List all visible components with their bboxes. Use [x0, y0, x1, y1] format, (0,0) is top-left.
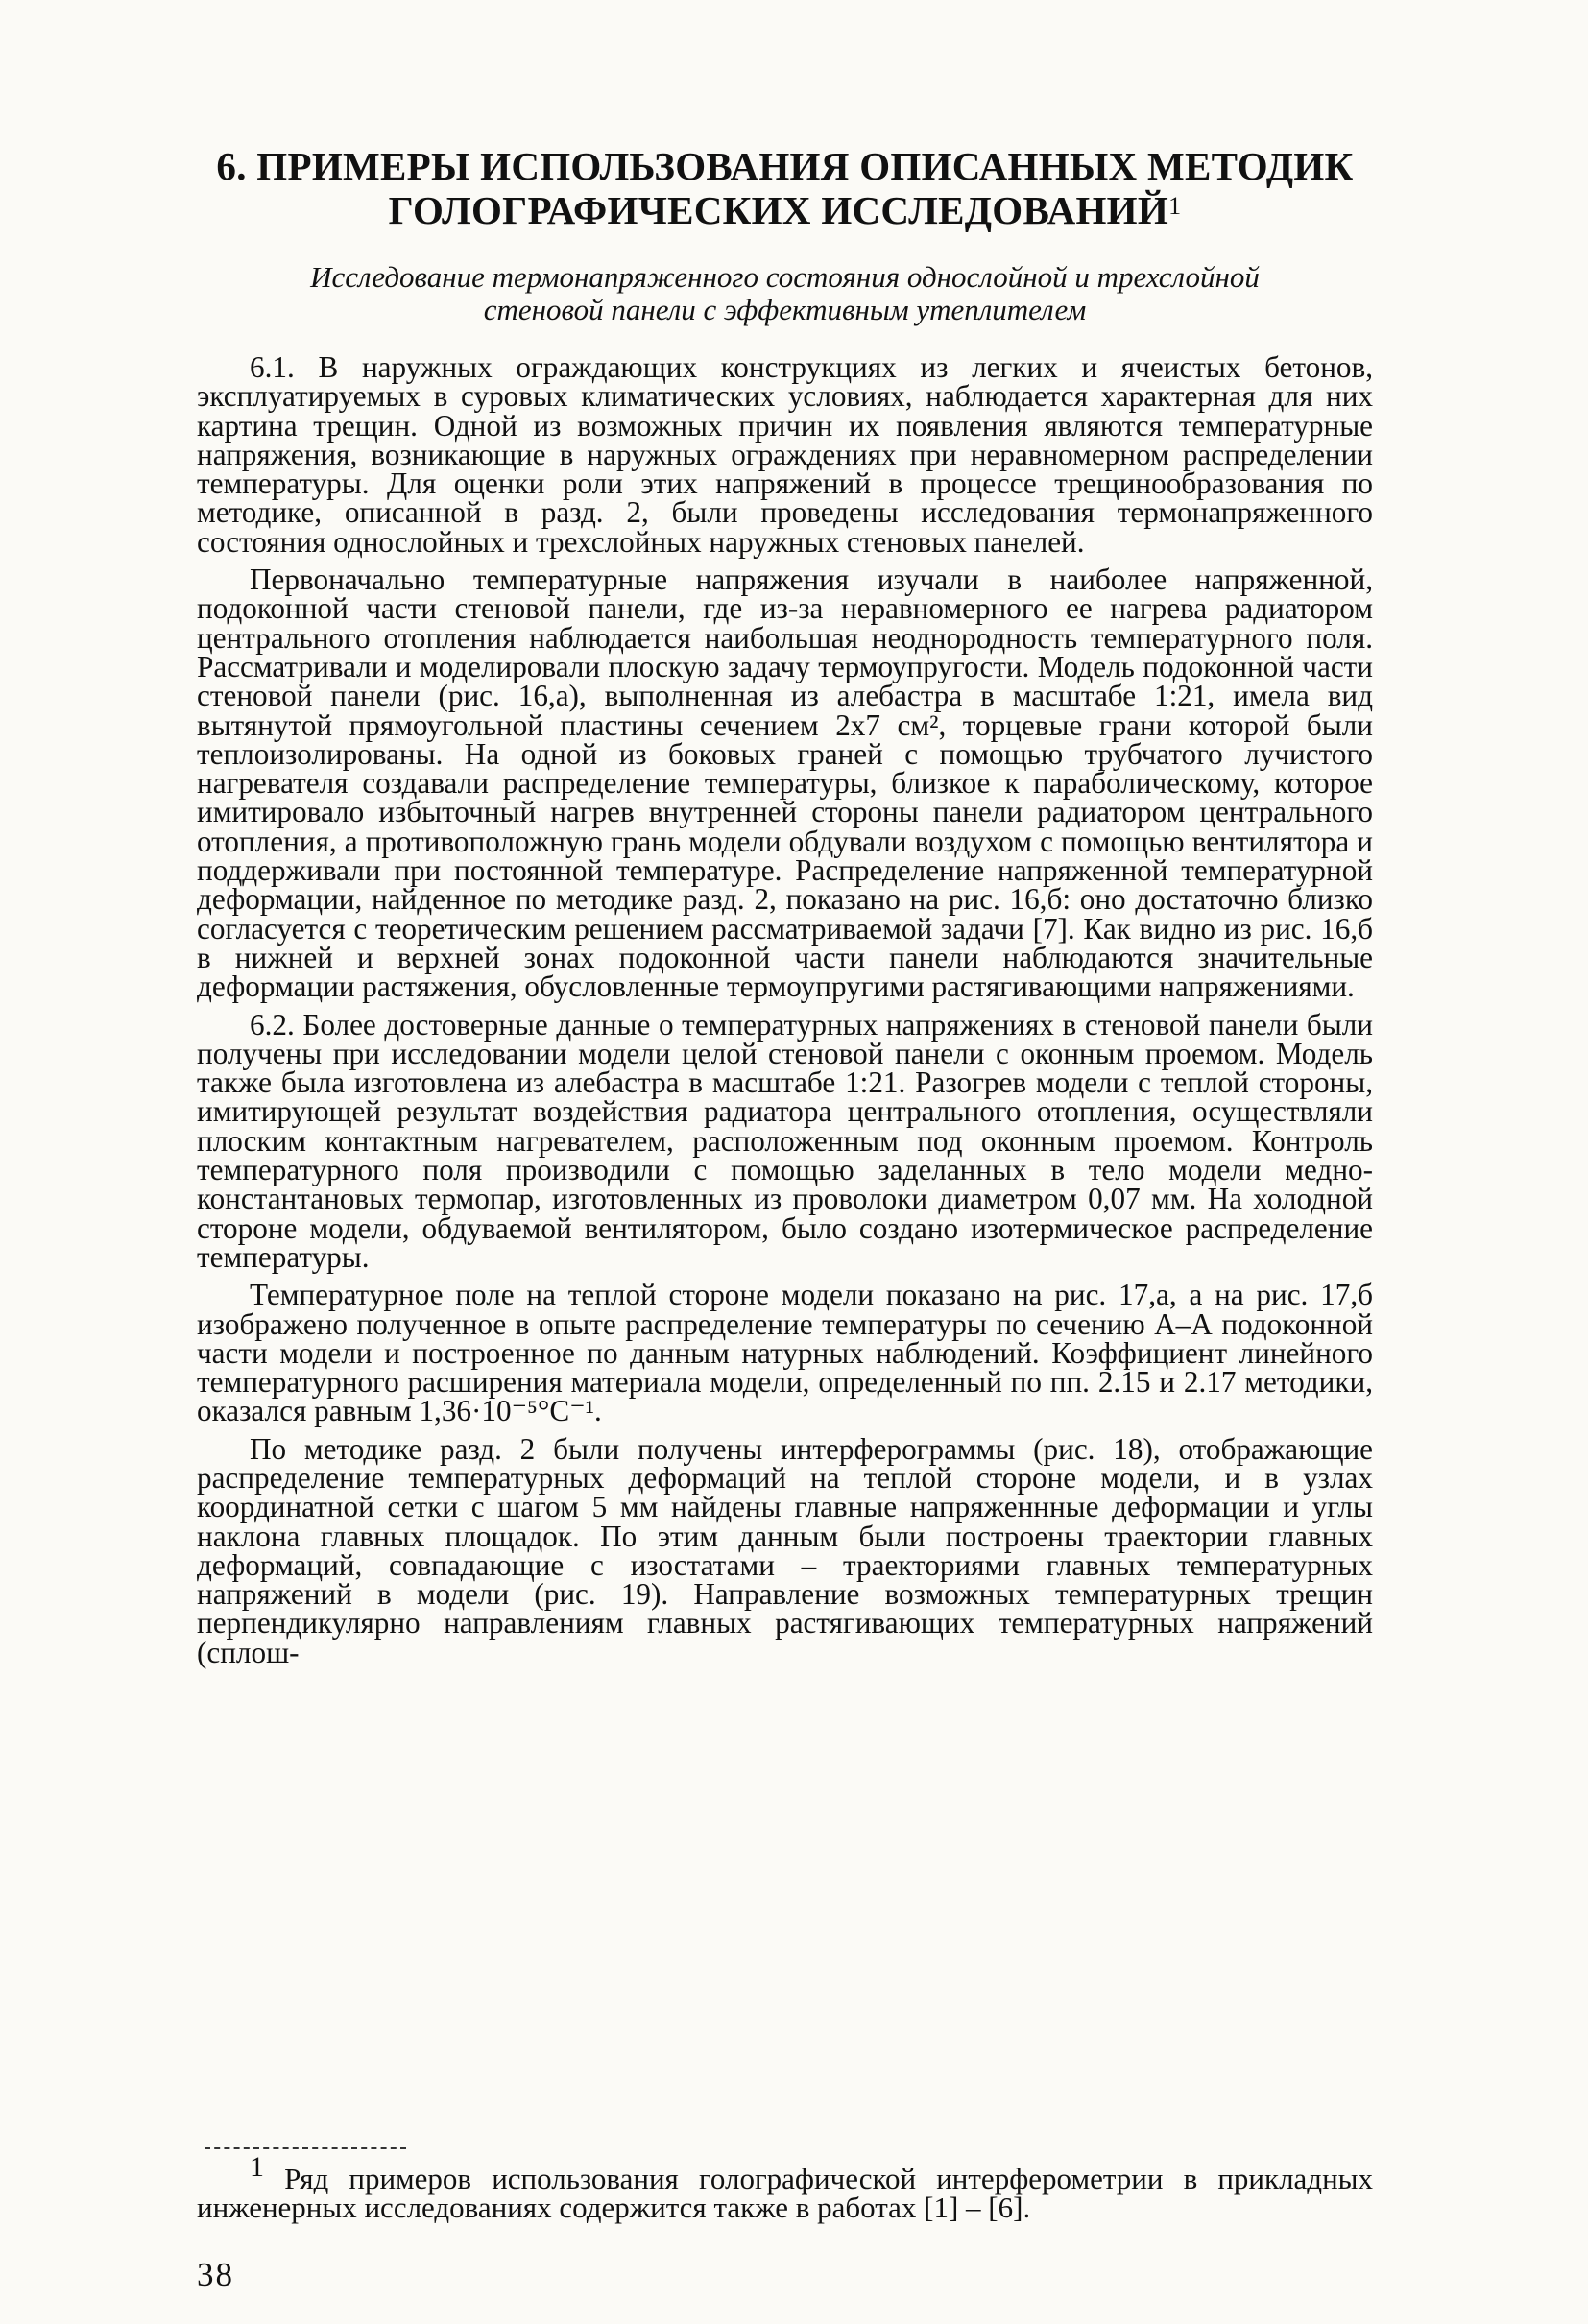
section-title: [197, 144, 1373, 232]
footnote: [197, 2151, 1373, 2224]
title-line-2: [197, 188, 1373, 232]
footnote-separator: [205, 2147, 406, 2149]
paragraph-interferograms: По методике разд. 2 были получены интерферограммы (рис. 18), отображающие распределение температурных деформаций на теплой стороне модели, и в узлах координатной сетки с шагом 5 мм найдены главные напряженнные деформации и углы наклона главных площадок. По этим данным были построены траектории главных деформаций, совпадающие с изостатами – траекториями главных температурных напряжений в модели (рис. 19). Направление возможных температурных трещин перпендикулярно направлениям главных растягивающих температурных напряжений (сплош-: [197, 1431, 1373, 1669]
footnote-mark: 1: [250, 2151, 264, 2183]
paragraph-temperature-field: Температурное поле на теплой стороне модели показано на рис. 17,а, а на рис. 17,б изображено полученное в опыте распределение температуры по сечению А–А подоконной части модели и построенное по данным натурных наблюдений. Коэффициент линейного температурного расширения материала модели, определенный по пп. 2.15 и 2.17 методики, оказался равным 1,36·10⁻⁵°С⁻¹.: [197, 1278, 1373, 1428]
title-line-1: 6. ПРИМЕРЫ ИСПОЛЬЗОВАНИЯ ОПИСАННЫХ МЕТОДИК: [216, 144, 1354, 188]
footnote-text: Ряд примеров использования голографической интерферометрии в прикладных инженерных исследованиях содержится также в работах [1] – [6].: [197, 2162, 1373, 2224]
paragraph-6-1: 6.1. В наружных ограждающих конструкциях из легких и ячеистых бетонов, эксплуатируемых в суровых климатических условиях, наблюдается характерная для них картина трещин. Одной из возможных причин их появления являются температурные напряжения, возникающие в наружных ограждениях при неравномерном распределении температуры. Для оценки роли этих напряжений в процессе трещинообразования по методике, описанной в разд. 2, были проведены исследования термонапряженного состояния однослойных и трехслойных наружных стеновых панелей.: [197, 350, 1373, 559]
section-subtitle: [197, 261, 1373, 326]
body-text: [197, 350, 1373, 1676]
footnote-paragraph: [197, 2151, 1373, 2224]
paragraph-6-2: 6.2. Более достоверные данные о температурных напряжениях в стеновой панели были получены при исследовании модели целой стеновой панели с оконным проемом. Модель также была изготовлена из алебастра в масштабе 1:21. Разогрев модели с теплой стороны, имитирующей результат воздействия радиатора центрального отопления, осуществляли плоским контактным нагревателем, расположенным под оконным проемом. Контроль температурного поля производили с помощью заделанных в тело модели медно-константановых термопар, изготовленных из проволоки диаметром 0,07 мм. На холодной стороне модели, обдуваемой вентилятором, было создано изотермическое распределение температуры.: [197, 1007, 1373, 1274]
subtitle-line-2: стеновой панели с эффективным утеплителем: [483, 293, 1087, 326]
paragraph-model-sill: Первоначально температурные напряжения изучали в наиболее напряженной, подоконной части стеновой панели, где из-за неравномерного ее нагрева радиатором центрального отопления наблюдается наибольшая неоднородность температурного поля. Рассматривали и моделировали плоскую задачу термоупругости. Модель подоконной части стеновой панели (рис. 16,а), выполненная из алебастра в масштабе 1:21, имела вид вытянутой прямоугольной пластины сечением 2x7 см², торцевые грани которой были теплоизолированы. На одной из боковых граней с помощью трубчатого лучистого нагревателя создавали распределение температуры, близкое к параболическому, которое имитировало избыточный нагрев внутренней стороны панели радиатором центрального отопления, а противоположную грань модели обдували воздухом с помощью вентилятора и поддерживали при постоянной температуре. Распределение напряженной температурной деформации, найденное по методике разд. 2, показано на рис. 16,б: оно достаточно близко согласуется с теоретическим решением рассматриваемой задачи [7]. Как видно из рис. 16,б в нижней и верхней зонах подоконной части панели наблюдаются значительные деформации растяжения, обусловленные термоупругими растягивающими напряжениями.: [197, 563, 1373, 1004]
title-line-2-text: ГОЛОГРАФИЧЕСКИХ ИССЛЕДОВАНИЙ: [388, 188, 1169, 232]
page-number: 38: [197, 2256, 234, 2293]
document-page: [197, 0, 1373, 2324]
subtitle-line-1: Исследование термонапряженного состояния однослойной и трехслойной: [310, 260, 1260, 294]
title-footnote-mark: 1: [1168, 192, 1182, 220]
